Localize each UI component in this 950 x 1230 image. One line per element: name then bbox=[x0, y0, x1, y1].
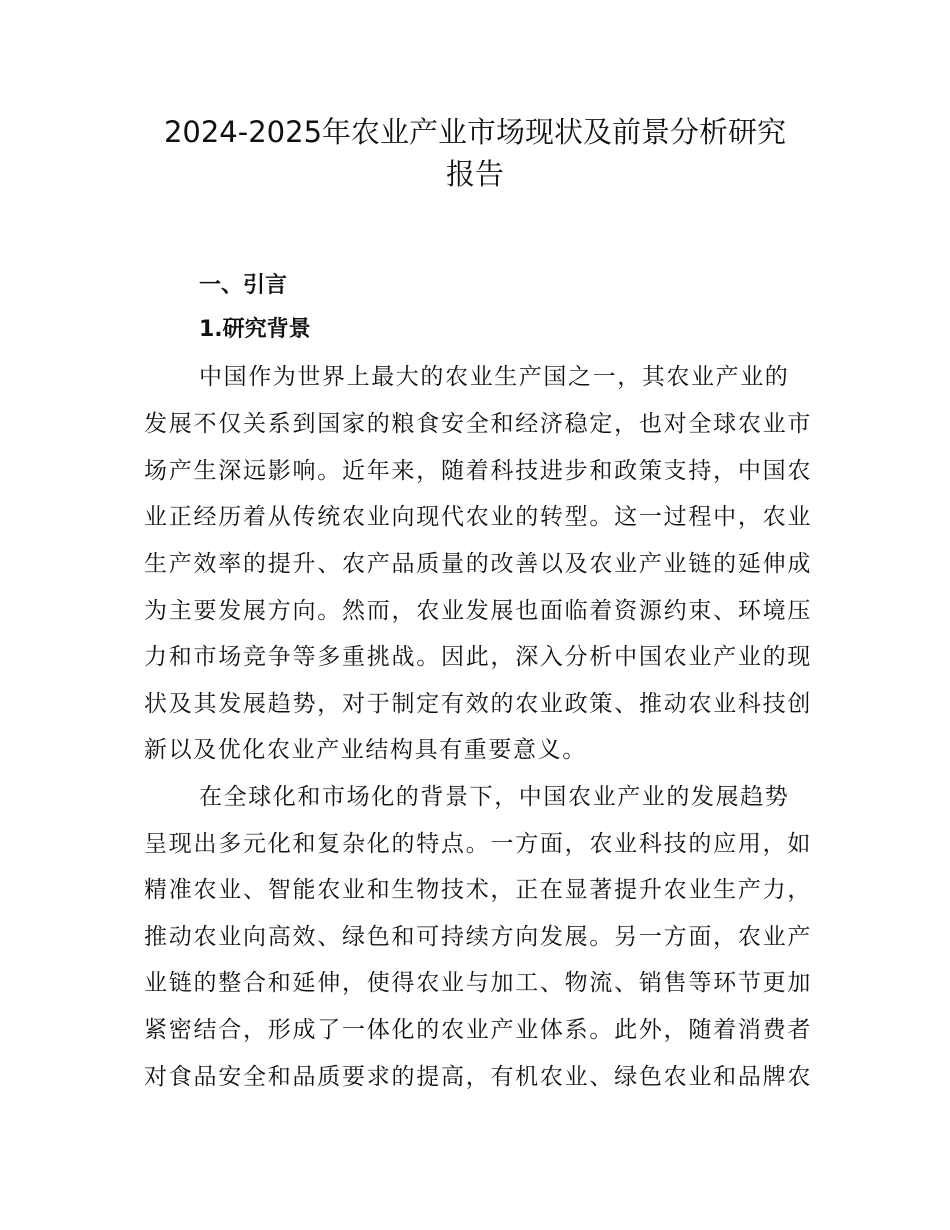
paragraph-1-line: 为主要发展方向。然而，农业发展也面临着资源约束、环境压 bbox=[144, 598, 812, 624]
subsection-heading: 1.研究背景 bbox=[199, 317, 311, 342]
paragraph-2-line: 对食品安全和品质要求的提高，有机农业、绿色农业和品牌农 bbox=[144, 1064, 812, 1090]
paragraph-1-line: 力和市场竞争等多重挑战。因此，深入分析中国农业产业的现 bbox=[144, 644, 812, 670]
paragraph-1-line: 生产效率的提升、农产品质量的改善以及农业产业链的延伸成 bbox=[144, 551, 812, 577]
paragraph-2-line: 业链的整合和延伸，使得农业与加工、物流、销售等环节更加 bbox=[144, 970, 812, 996]
paragraph-1-line: 新以及优化农业产业结构具有重要意义。 bbox=[144, 737, 587, 763]
section-heading: 一、引言 bbox=[199, 273, 288, 298]
paragraph-2-line: 呈现出多元化和复杂化的特点。一方面，农业科技的应用，如 bbox=[144, 831, 812, 857]
paragraph-1-line: 发展不仅关系到国家的粮食安全和经济稳定，也对全球农业市 bbox=[144, 411, 812, 437]
paragraph-2-line: 紧密结合，形成了一体化的农业产业体系。此外，随着消费者 bbox=[144, 1017, 812, 1043]
document-title-line-2: 报告 bbox=[445, 157, 504, 191]
paragraph-1-line: 中国作为世界上最大的农业生产国之一，其农业产业的 bbox=[199, 364, 790, 390]
paragraph-1-line: 场产生深远影响。近年来，随着科技进步和政策支持，中国农 bbox=[144, 458, 812, 484]
paragraph-1-line: 业正经历着从传统农业向现代农业的转型。这一过程中，农业 bbox=[144, 504, 812, 530]
paragraph-1-line: 状及其发展趋势，对于制定有效的农业政策、推动农业科技创 bbox=[144, 691, 812, 717]
paragraph-2-line: 推动农业向高效、绿色和可持续方向发展。另一方面，农业产 bbox=[144, 924, 812, 950]
document-title-line-1: 2024-2025年农业产业市场现状及前景分析研究 bbox=[163, 115, 787, 149]
paragraph-2-line: 在全球化和市场化的背景下，中国农业产业的发展趋势 bbox=[199, 784, 790, 810]
paragraph-2-line: 精准农业、智能农业和生物技术，正在显著提升农业生产力， bbox=[144, 877, 812, 903]
